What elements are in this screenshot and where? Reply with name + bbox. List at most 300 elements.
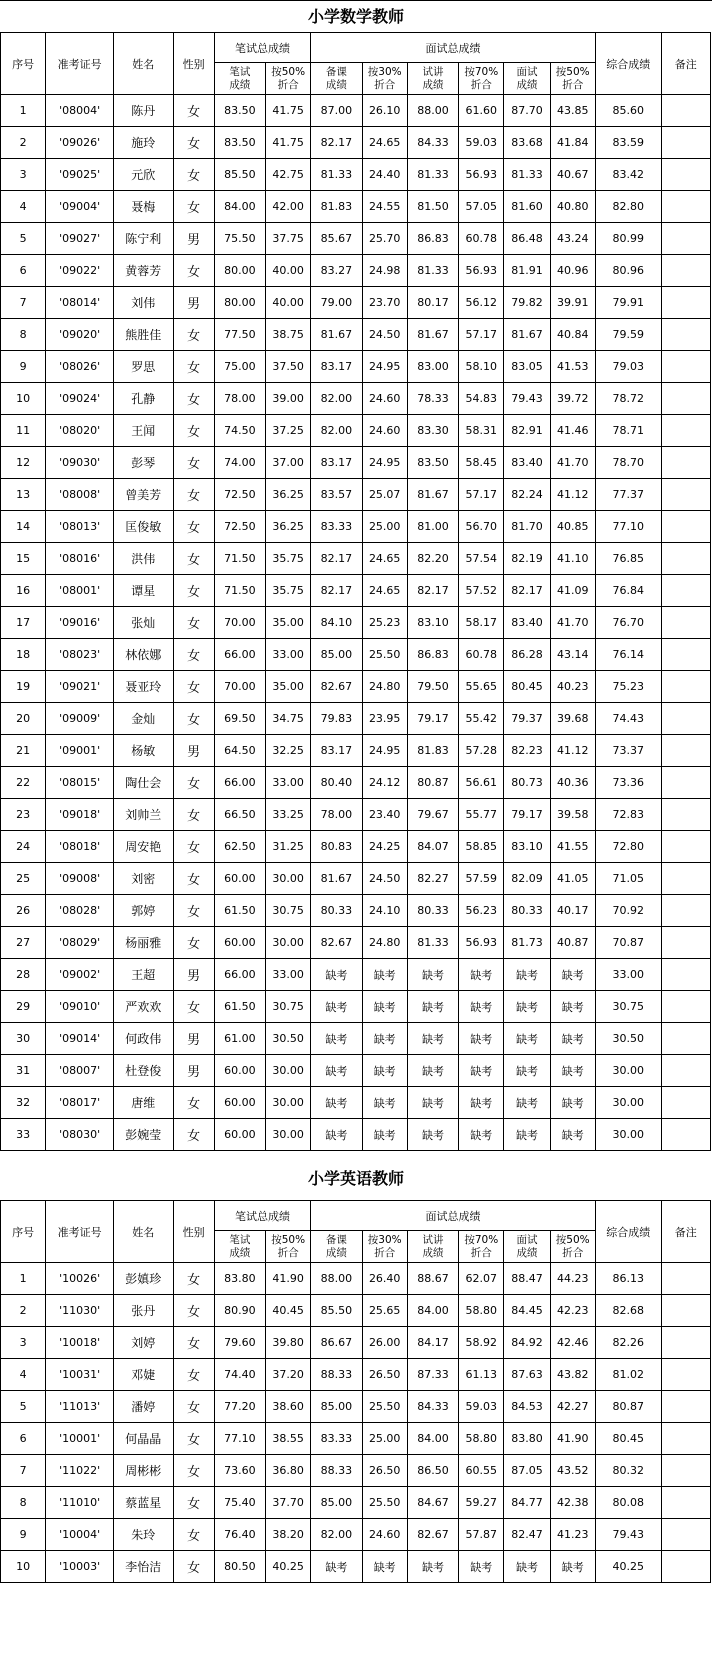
table-cell: 81.33	[311, 159, 362, 191]
table-cell: 缺考	[407, 959, 458, 991]
table-cell: 缺考	[459, 991, 504, 1023]
subheader-0: 笔试 成绩	[214, 63, 265, 95]
table-cell: '09024'	[46, 383, 114, 415]
table-cell: 35.00	[266, 671, 311, 703]
table-cell: 41.55	[550, 831, 595, 863]
subheader-3: 按30% 折合	[362, 1231, 407, 1263]
table-cell: 82.47	[504, 1519, 550, 1551]
table-cell: 70.00	[214, 607, 265, 639]
table-cell: 80.87	[407, 767, 458, 799]
table-cell: 88.00	[407, 95, 458, 127]
table-cell: 邓婕	[114, 1359, 174, 1391]
table-cell: 57.59	[459, 863, 504, 895]
table-cell: 58.92	[459, 1327, 504, 1359]
table-cell: 80.50	[214, 1551, 265, 1583]
table-cell: 缺考	[362, 1551, 407, 1583]
table-cell: 26	[1, 895, 46, 927]
table-cell: 男	[173, 735, 214, 767]
header-seq: 序号	[1, 1201, 46, 1263]
header-exam-id: 准考证号	[46, 33, 114, 95]
table-cell: 缺考	[362, 959, 407, 991]
table-cell: 83.30	[407, 415, 458, 447]
table-cell: 25.23	[362, 607, 407, 639]
table-cell: 83.50	[407, 447, 458, 479]
table-cell: 缺考	[362, 1087, 407, 1119]
table-cell: 88.47	[504, 1263, 550, 1295]
table-cell: 缺考	[504, 959, 550, 991]
table-cell: 4	[1, 1359, 46, 1391]
table-cell: 17	[1, 607, 46, 639]
table-cell: 84.92	[504, 1327, 550, 1359]
table-cell: 刘密	[114, 863, 174, 895]
table-cell: '08029'	[46, 927, 114, 959]
table-cell: 2	[1, 127, 46, 159]
table-cell: 35.00	[266, 607, 311, 639]
table-cell: 79.83	[311, 703, 362, 735]
table-cell: '10003'	[46, 1551, 114, 1583]
table-cell: 76.14	[595, 639, 661, 671]
table-cell: 82.27	[407, 863, 458, 895]
table-cell: 80.83	[311, 831, 362, 863]
table-cell: 28	[1, 959, 46, 991]
table-cell	[661, 191, 710, 223]
table-cell: 24.60	[362, 415, 407, 447]
table-cell	[661, 319, 710, 351]
table-cell: 女	[173, 639, 214, 671]
table-row	[1, 1487, 711, 1519]
table-cell: 女	[173, 895, 214, 927]
table-cell: 缺考	[550, 959, 595, 991]
table-cell: 58.17	[459, 607, 504, 639]
table-cell: 23.70	[362, 287, 407, 319]
table-cell: 女	[173, 767, 214, 799]
table-cell: '08028'	[46, 895, 114, 927]
table-cell: 缺考	[459, 959, 504, 991]
table-cell: '10001'	[46, 1423, 114, 1455]
table-cell: 女	[173, 703, 214, 735]
header-overall-score: 综合成绩	[595, 1201, 661, 1263]
table-cell: 38.20	[266, 1519, 311, 1551]
table-cell: 85.60	[595, 95, 661, 127]
table-cell: 缺考	[407, 1119, 458, 1151]
table-cell: 30.00	[266, 863, 311, 895]
section-title: 小学数学教师	[307, 7, 404, 26]
table-cell: 83.33	[311, 1423, 362, 1455]
table-row	[1, 319, 711, 351]
table-cell: 84.00	[407, 1423, 458, 1455]
table-cell: 86.13	[595, 1263, 661, 1295]
table-row	[1, 703, 711, 735]
table-cell: 24.65	[362, 127, 407, 159]
table-cell: 82.17	[407, 575, 458, 607]
table-cell: 56.61	[459, 767, 504, 799]
table-cell: 31	[1, 1055, 46, 1087]
table-cell: 70.92	[595, 895, 661, 927]
table-cell: 6	[1, 1423, 46, 1455]
table-cell: 81.83	[311, 191, 362, 223]
table-cell: 79.60	[214, 1327, 265, 1359]
table-row	[1, 223, 711, 255]
table-cell: 24.12	[362, 767, 407, 799]
table-cell: 缺考	[311, 1119, 362, 1151]
table-cell: 61.50	[214, 991, 265, 1023]
table-cell	[661, 767, 710, 799]
table-cell: 女	[173, 671, 214, 703]
table-cell: 58.85	[459, 831, 504, 863]
table-cell: 80.40	[311, 767, 362, 799]
table-cell: 76.84	[595, 575, 661, 607]
table-cell: 74.40	[214, 1359, 265, 1391]
table-cell: 81.67	[407, 319, 458, 351]
table-cell: 41.75	[266, 127, 311, 159]
table-cell: 男	[173, 223, 214, 255]
table-cell: 8	[1, 319, 46, 351]
table-cell: '09016'	[46, 607, 114, 639]
table-cell: 38.75	[266, 319, 311, 351]
table-cell: 40.87	[550, 927, 595, 959]
table-cell: 25.00	[362, 511, 407, 543]
table-cell: 23.40	[362, 799, 407, 831]
table-cell: 82.67	[311, 671, 362, 703]
subheader-2: 备课 成绩	[311, 63, 362, 95]
table-cell: 24.50	[362, 319, 407, 351]
table-cell: '08004'	[46, 95, 114, 127]
table-cell: 男	[173, 287, 214, 319]
table-cell: 43.24	[550, 223, 595, 255]
table-cell: 30.00	[266, 1119, 311, 1151]
table-cell: 13	[1, 479, 46, 511]
table-cell: 80.90	[214, 1295, 265, 1327]
table-row	[1, 735, 711, 767]
header-gender: 性别	[173, 33, 214, 95]
table-cell	[661, 287, 710, 319]
table-cell: 女	[173, 575, 214, 607]
table-cell: 金灿	[114, 703, 174, 735]
table-row	[1, 799, 711, 831]
table-cell: 82.80	[595, 191, 661, 223]
table-cell: 86.48	[504, 223, 550, 255]
table-cell: 66.00	[214, 639, 265, 671]
table-cell: 81.73	[504, 927, 550, 959]
table-cell: 60.00	[214, 1119, 265, 1151]
table-cell: 缺考	[550, 1055, 595, 1087]
table-cell	[661, 1391, 710, 1423]
table-cell: 77.37	[595, 479, 661, 511]
table-cell: 82.17	[504, 575, 550, 607]
table-cell	[661, 1519, 710, 1551]
table-cell: 43.85	[550, 95, 595, 127]
table-row	[1, 383, 711, 415]
table-cell: 55.65	[459, 671, 504, 703]
table-cell: 83.17	[311, 351, 362, 383]
table-cell: 39.68	[550, 703, 595, 735]
table-cell	[661, 223, 710, 255]
header-overall-score: 综合成绩	[595, 33, 661, 95]
table-cell: 2	[1, 1295, 46, 1327]
table-cell: 18	[1, 639, 46, 671]
subheader-3: 按30% 折合	[362, 63, 407, 95]
table-cell: 陈丹	[114, 95, 174, 127]
table-cell: 30.00	[595, 1119, 661, 1151]
table-cell: 64.50	[214, 735, 265, 767]
table-cell: 82.00	[311, 383, 362, 415]
table-cell: 86.83	[407, 223, 458, 255]
table-cell: 82.17	[311, 127, 362, 159]
table-cell: 80.99	[595, 223, 661, 255]
table-cell	[661, 351, 710, 383]
table-cell: 81.67	[504, 319, 550, 351]
table-cell	[661, 1055, 710, 1087]
table-cell: 匡俊敏	[114, 511, 174, 543]
table-row	[1, 991, 711, 1023]
table-row	[1, 671, 711, 703]
table-row	[1, 159, 711, 191]
table-cell: 24.25	[362, 831, 407, 863]
table-cell: 40.80	[550, 191, 595, 223]
table-cell: 33.25	[266, 799, 311, 831]
table-cell: 82.68	[595, 1295, 661, 1327]
table-cell: '09014'	[46, 1023, 114, 1055]
table-cell: 83.50	[214, 127, 265, 159]
table-cell: 熊胜佳	[114, 319, 174, 351]
table-cell: 75.23	[595, 671, 661, 703]
table-cell: '10031'	[46, 1359, 114, 1391]
table-cell: 女	[173, 319, 214, 351]
table-cell: 83.33	[311, 511, 362, 543]
table-cell	[661, 863, 710, 895]
table-cell: 杜登俊	[114, 1055, 174, 1087]
table-cell: 79.91	[595, 287, 661, 319]
table-cell: 81.33	[407, 927, 458, 959]
table-cell: 69.50	[214, 703, 265, 735]
score-table	[0, 1200, 711, 1583]
subheader-5: 按70% 折合	[459, 1231, 504, 1263]
table-cell: 刘帅兰	[114, 799, 174, 831]
table-cell: 缺考	[504, 1087, 550, 1119]
table-cell: 施玲	[114, 127, 174, 159]
table-cell: 20	[1, 703, 46, 735]
table-cell: 74.00	[214, 447, 265, 479]
table-cell: 59.03	[459, 127, 504, 159]
table-row	[1, 511, 711, 543]
table-cell: 86.28	[504, 639, 550, 671]
table-cell: 40.00	[266, 287, 311, 319]
table-cell: 81.60	[504, 191, 550, 223]
table-cell: '11013'	[46, 1391, 114, 1423]
table-cell: 60.00	[214, 927, 265, 959]
table-cell: 缺考	[459, 1023, 504, 1055]
table-cell: 缺考	[459, 1551, 504, 1583]
table-cell: 80.32	[595, 1455, 661, 1487]
table-row	[1, 1519, 711, 1551]
table-cell: '11022'	[46, 1455, 114, 1487]
table-cell: 80.33	[311, 895, 362, 927]
table-cell: 男	[173, 959, 214, 991]
table-row	[1, 1551, 711, 1583]
table-cell: 24.60	[362, 1519, 407, 1551]
table-cell: 81.67	[311, 863, 362, 895]
table-cell: 81.02	[595, 1359, 661, 1391]
header-name: 姓名	[114, 33, 174, 95]
table-cell: '09010'	[46, 991, 114, 1023]
header-exam-id: 准考证号	[46, 1201, 114, 1263]
table-cell: 56.93	[459, 927, 504, 959]
table-cell: 74.50	[214, 415, 265, 447]
table-cell: 24.95	[362, 351, 407, 383]
table-cell: 30.00	[595, 1087, 661, 1119]
table-cell: 36.25	[266, 479, 311, 511]
table-cell: 83.27	[311, 255, 362, 287]
table-cell: 彭琴	[114, 447, 174, 479]
table-cell: 25.00	[362, 1423, 407, 1455]
table-cell: 82.00	[311, 415, 362, 447]
table-cell: 24.40	[362, 159, 407, 191]
table-cell	[661, 607, 710, 639]
table-cell: 59.27	[459, 1487, 504, 1519]
table-cell: '09030'	[46, 447, 114, 479]
table-cell: 女	[173, 1263, 214, 1295]
table-cell: 56.93	[459, 159, 504, 191]
table-row	[1, 1263, 711, 1295]
table-row	[1, 1023, 711, 1055]
table-cell	[661, 927, 710, 959]
table-row	[1, 1391, 711, 1423]
table-cell: 72.80	[595, 831, 661, 863]
table-cell: 缺考	[504, 1055, 550, 1087]
table-cell: 77.10	[595, 511, 661, 543]
table-cell: 37.20	[266, 1359, 311, 1391]
table-cell: '09021'	[46, 671, 114, 703]
table-cell: 83.05	[504, 351, 550, 383]
table-cell: 40.85	[550, 511, 595, 543]
header-written-total: 笔试总成绩	[214, 33, 311, 63]
table-cell: 66.00	[214, 959, 265, 991]
table-cell: 缺考	[550, 1119, 595, 1151]
table-cell: 女	[173, 511, 214, 543]
header-name: 姓名	[114, 1201, 174, 1263]
table-cell: 缺考	[407, 1055, 458, 1087]
table-cell: 女	[173, 863, 214, 895]
table-cell: 56.23	[459, 895, 504, 927]
table-cell: 孔静	[114, 383, 174, 415]
table-cell: 30.50	[266, 1023, 311, 1055]
table-cell: 42.00	[266, 191, 311, 223]
table-cell: 66.00	[214, 767, 265, 799]
table-cell: '10026'	[46, 1263, 114, 1295]
table-cell: 彭婉莹	[114, 1119, 174, 1151]
table-cell: 57.17	[459, 319, 504, 351]
table-cell: 24.95	[362, 735, 407, 767]
table-cell: 缺考	[504, 1551, 550, 1583]
table-cell: 84.33	[407, 1391, 458, 1423]
table-cell: 80.45	[504, 671, 550, 703]
table-cell: 72.50	[214, 511, 265, 543]
table-cell: 78.72	[595, 383, 661, 415]
table-cell: 女	[173, 799, 214, 831]
table-cell: 88.33	[311, 1359, 362, 1391]
table-cell: '11030'	[46, 1295, 114, 1327]
table-cell: 潘婷	[114, 1391, 174, 1423]
table-cell: 女	[173, 255, 214, 287]
table-cell: '08030'	[46, 1119, 114, 1151]
table-cell: 61.00	[214, 1023, 265, 1055]
table-cell: 缺考	[550, 1087, 595, 1119]
table-row	[1, 959, 711, 991]
table-cell: 缺考	[311, 1551, 362, 1583]
table-cell: 81.33	[407, 255, 458, 287]
table-cell: 35.75	[266, 543, 311, 575]
table-cell	[661, 671, 710, 703]
table-cell: 85.67	[311, 223, 362, 255]
table-cell: '08007'	[46, 1055, 114, 1087]
table-cell: 李怡洁	[114, 1551, 174, 1583]
table-cell: '08017'	[46, 1087, 114, 1119]
table-cell: 85.50	[214, 159, 265, 191]
table-cell: 25	[1, 863, 46, 895]
table-cell: 30.00	[595, 1055, 661, 1087]
table-cell: 37.70	[266, 1487, 311, 1519]
table-cell: 缺考	[311, 1055, 362, 1087]
table-cell: 83.17	[311, 735, 362, 767]
table-cell: 女	[173, 127, 214, 159]
table-cell	[661, 1263, 710, 1295]
table-row	[1, 447, 711, 479]
table-cell: 85.00	[311, 1391, 362, 1423]
table-cell: 何政伟	[114, 1023, 174, 1055]
table-row	[1, 831, 711, 863]
table-cell: 41.70	[550, 447, 595, 479]
table-cell: 42.46	[550, 1327, 595, 1359]
table-row	[1, 1087, 711, 1119]
table-cell: 24.10	[362, 895, 407, 927]
table-cell: '10018'	[46, 1327, 114, 1359]
table-cell: 26.50	[362, 1455, 407, 1487]
table-cell: 81.67	[407, 479, 458, 511]
table-cell	[661, 959, 710, 991]
table-cell: 80.33	[407, 895, 458, 927]
table-cell: 87.70	[504, 95, 550, 127]
table-cell: 14	[1, 511, 46, 543]
table-cell: 37.75	[266, 223, 311, 255]
table-cell: 81.33	[407, 159, 458, 191]
table-cell: 元欣	[114, 159, 174, 191]
subheader-6: 面试 成绩	[504, 63, 550, 95]
table-cell: '08020'	[46, 415, 114, 447]
table-cell: 80.08	[595, 1487, 661, 1519]
table-cell: 86.50	[407, 1455, 458, 1487]
table-cell: 54.83	[459, 383, 504, 415]
table-cell	[661, 639, 710, 671]
table-cell: 周安艳	[114, 831, 174, 863]
table-cell: 41.75	[266, 95, 311, 127]
table-cell: '09027'	[46, 223, 114, 255]
table-cell: 36.80	[266, 1455, 311, 1487]
table-cell: 杨丽雅	[114, 927, 174, 959]
table-cell: 女	[173, 351, 214, 383]
table-cell: 缺考	[311, 991, 362, 1023]
table-cell: 79.17	[504, 799, 550, 831]
table-cell: 陶仕会	[114, 767, 174, 799]
table-cell: 82.24	[504, 479, 550, 511]
table-cell: 24.65	[362, 543, 407, 575]
table-cell: 30.00	[266, 1087, 311, 1119]
table-cell: 79.67	[407, 799, 458, 831]
table-cell: 10	[1, 383, 46, 415]
table-cell: 83.68	[504, 127, 550, 159]
table-cell: 81.00	[407, 511, 458, 543]
table-cell: 33.00	[266, 767, 311, 799]
table-cell: 42.23	[550, 1295, 595, 1327]
